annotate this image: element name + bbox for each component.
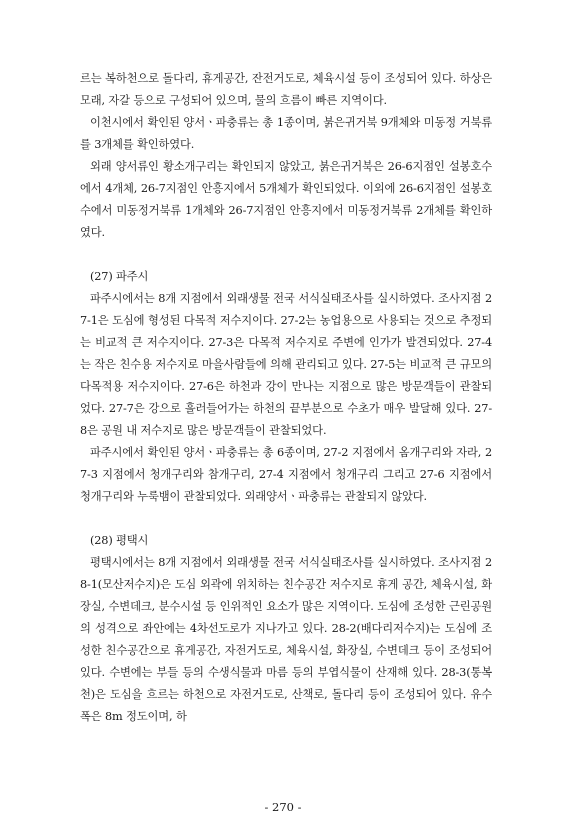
section-heading-pyeongtaek: (28) 평택시 xyxy=(90,534,149,547)
paragraph-paju-species: 파주시에서 확인된 양서ㆍ파충류는 총 6종이며, 27-2 지점에서 옴개구리와 자라, 27-3 지점에서 청개구리와 참개구리, 27-4 지점에서 청개구리 그리고 27-6 지점에서 청개구리와 누룩뱀이 관찰되었다. 외래양서ㆍ파충류는 관찰되지 않았다. xyxy=(80,446,492,503)
paragraph-pyeongtaek-sites: 평택시에서는 8개 지점에서 외래생물 전국 서식실태조사를 실시하였다. 조사지점 28-1(모산저수지)은 도심 외곽에 위치하는 친수공간 저수지로 휴게 공간, 체육시설, 화장실, 수변데크, 분수시설 등 인위적인 요소가 많은 지역이다. 도심에 조성한 근린공원의 성격으로 좌안에는 4차선도로가 지나가고 있다. 28-2(배다리저수지)는 도심에 조성한 친수공간으로 휴게공간, 자전거도로, 체육시설, 화장실, 수변데크 등이 조성되어 있다. 수변에는 부들 등의 수생식물과 마름 등의 부엽식물이 산재해 있다. 28-3(통복천)은 도심을 흐르는 하천으로 자전거도로, 산책로, 돌다리 등이 조성되어 있다. 유수 폭은 8m 정도이며, 하 xyxy=(80,556,492,723)
paragraph-continuation: 르는 복하천으로 돌다리, 휴게공간, 잔전거도로, 체육시설 등이 조성되어 있다. 하상은 모래, 자갈 등으로 구성되어 있으며, 물의 흐름이 빠른 지역이다. xyxy=(80,72,492,107)
paragraph-icheon-invasive: 외래 양서류인 황소개구리는 확인되지 않았고, 붉은귀거북은 26-6지점인 설봉호수에서 4개체, 26-7지점인 안흥지에서 5개체가 확인되었다. 이외에 26-6지점인 설봉호수에서 미동정거북류 1개체와 26-7지점인 안흥지에서 미동정거북류 2개체를 확인하였다. xyxy=(80,160,492,239)
paragraph-icheon-species: 이천시에서 확인된 양서ㆍ파충류는 총 1종이며, 붉은귀거북 9개체와 미동정 거북류를 3개체를 확인하였다. xyxy=(80,116,492,151)
section-heading-paju: (27) 파주시 xyxy=(90,270,149,283)
page-number: - 270 - xyxy=(264,800,302,814)
paragraph-paju-sites: 파주시에서는 8개 지점에서 외래생물 전국 서식실태조사를 실시하였다. 조사지점 27-1은 도심에 형성된 다목적 저수지이다. 27-2는 농업용으로 사용되는 것으로 추정되는 비교적 큰 저수지이다. 27-3은 다목적 저수지로 주변에 인가가 발견되었다. 27-4는 작은 친수용 저수지로 마을사람들에 의해 관리되고 있다. 27-5는 비교적 큰 규모의 다목적용 저수지이다. 27-6은 하천과 강이 만나는 지점으로 많은 방문객들이 관찰되었다. 27-7은 강으로 흘러들어가는 하천의 끝부분으로 수초가 매우 발달해 있다. 27-8은 공원 내 저수지로 많은 방문객들이 관찰되었다. xyxy=(80,292,492,437)
document-body xyxy=(80,68,492,728)
